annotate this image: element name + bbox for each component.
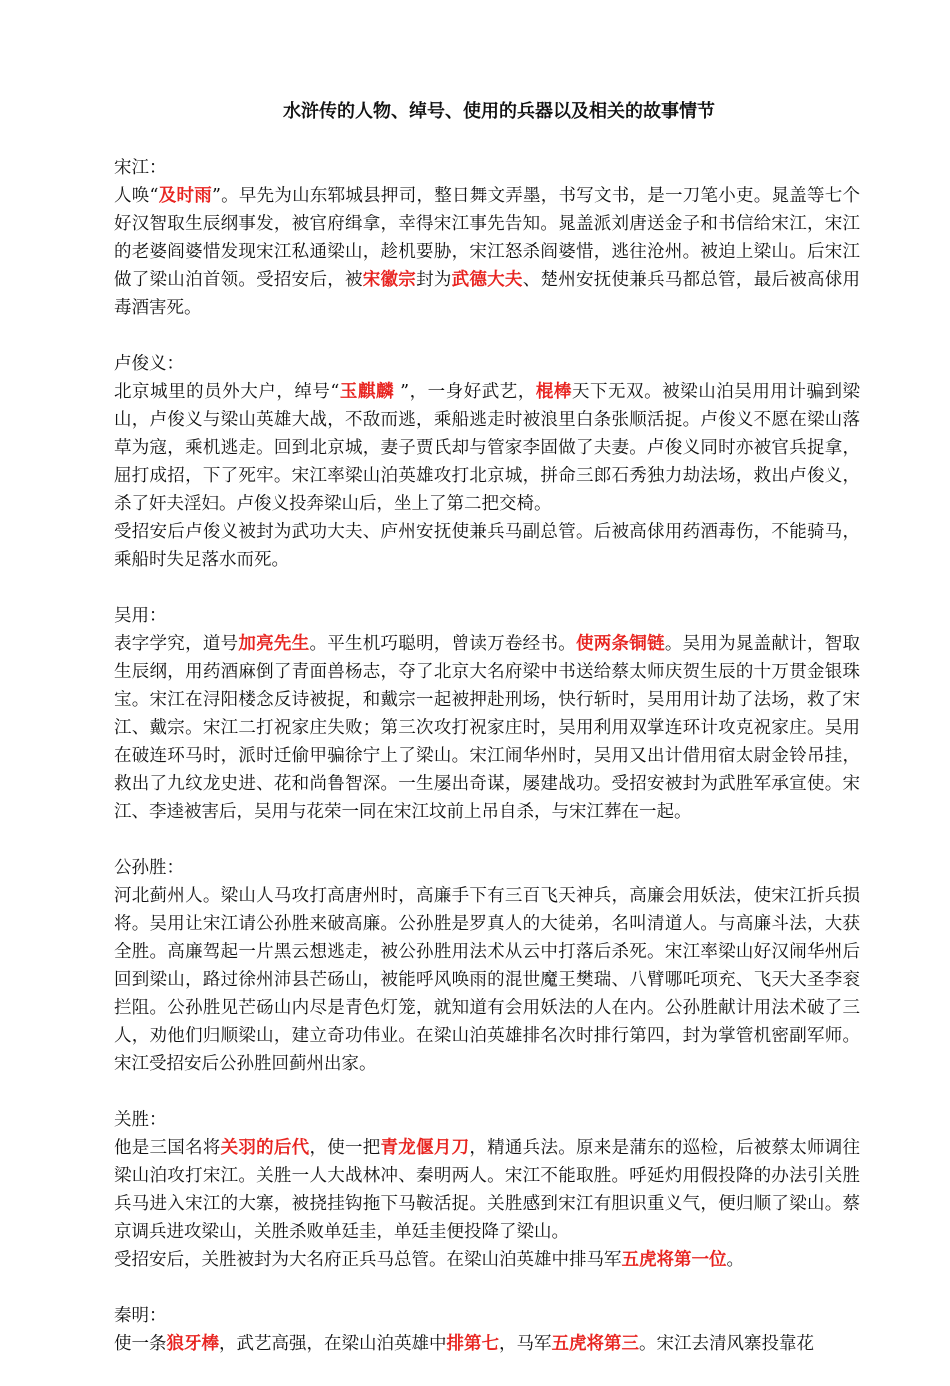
body-text: ”，一身好武艺， (394, 382, 536, 402)
body-text: 、楚州安抚使兼兵马都总管，最后被高俅用毒酒害死。 (114, 270, 861, 318)
character-paragraph (114, 518, 860, 574)
highlight-text: 使两条铜链 (576, 634, 665, 654)
body-text: 河北蓟州人。梁山人马攻打高唐州时，高廉手下有三百飞天神兵，高廉会用妖法，使宋江折兵损将。吴用让宋江请公孙胜来破高廉。公孙胜是罗真人的大徒弟，名叫清道人。与高廉斗法，大获全胜。高廉驾起一片黑云想逃走，被公孙胜用法术从云中打落后杀死。宋江率梁山好汉闹华州后回到梁山，路过徐州沛县芒砀山，被能呼风唤雨的混世魔王樊瑞、八臂哪吒项充、飞天大圣李衮拦阻。公孙胜见芒砀山内尽是青色灯笼，就知道有会用妖法的人在内。公孙胜献计用法术破了三人，劝他们归顺梁山，建立奇功伟业。在梁山泊英雄排名次时排行第四，封为掌管机密副军师。宋江受招安后公孙胜回蓟州出家。 (114, 886, 860, 1074)
character-name: 卢俊义： (114, 354, 184, 374)
character-paragraph (114, 1330, 860, 1358)
character-section (114, 854, 860, 1078)
highlight-text: 加亮先生 (238, 634, 310, 654)
body-text: 。平生机巧聪明，曾读万卷经书。 (309, 634, 576, 654)
character-section (114, 602, 860, 826)
highlight-text: 青龙偃月刀 (380, 1138, 470, 1158)
highlight-text: 狼牙棒 (166, 1334, 219, 1354)
highlight-text: 排第七 (446, 1334, 499, 1354)
character-name: 秦明： (114, 1306, 167, 1326)
highlight-text: 五虎将第三 (551, 1334, 639, 1354)
body-text: 受招安后，关胜被封为大名府正兵马总管。在梁山泊英雄中排马军 (114, 1250, 622, 1270)
document-page (114, 98, 860, 1386)
character-name: 吴用： (114, 606, 167, 626)
character-paragraph (114, 378, 860, 518)
body-text: 。 (726, 1250, 744, 1270)
character-paragraph (114, 1134, 860, 1246)
document-title: 水浒传的人物、绰号、使用的兵器以及相关的故事情节 (283, 101, 715, 122)
character-paragraph (114, 1246, 860, 1274)
highlight-text: 玉麒麟 (339, 382, 395, 402)
character-paragraph (114, 182, 860, 322)
character-section (114, 350, 860, 574)
body-text: ，使一把 (309, 1138, 381, 1158)
body-text: 表字学究，道号 (114, 634, 239, 654)
character-paragraph (114, 630, 860, 826)
character-section (114, 154, 860, 322)
highlight-text: 宋徽宗 (362, 270, 417, 290)
body-text: ，武艺高强，在梁山泊英雄中 (219, 1334, 447, 1354)
body-text: ”。早先为山东郓城县押司，整日舞文弄墨，书写文书，是一刀笔小吏。晁盖等七个好汉智取生辰纲事发，被官府缉拿，幸得宋江事先告知。晁盖派刘唐送金子和书信给宋江，宋江的老婆阎婆惜发现宋江私通梁山，趁机要胁，宋江怒杀阎婆惜，逃往沧州。被迫上梁山。后宋江做了梁山泊首领。受招安后，被 (114, 186, 860, 290)
body-text: 受招安后卢俊义被封为武功大夫、庐州安抚使兼兵马副总管。后被高俅用药酒毒伤，不能骑马，乘船时失足落水而死。 (114, 522, 860, 570)
sections-container (114, 154, 860, 1358)
highlight-text: 关羽的后代 (220, 1138, 310, 1158)
body-text: ，马军 (499, 1334, 552, 1354)
body-text: 封为 (416, 270, 452, 290)
character-paragraph (114, 882, 860, 1078)
body-text: 天下无双。被梁山泊吴用用计骗到梁山，卢俊义与梁山英雄大战，不敌而逃，乘船逃走时被浪里白条张顺活捉。卢俊义不愿在梁山落草为寇，乘机逃走。回到北京城，妻子贾氏却与管家李固做了夫妻。卢俊义同时亦被官兵捉拿，屈打成招，下了死牢。宋江率梁山泊英雄攻打北京城，拼命三郎石秀独力劫法场，救出卢俊义，杀了奸夫淫妇。卢俊义投奔梁山后，坐上了第二把交椅。 (114, 382, 861, 514)
highlight-text: 及时雨 (158, 186, 212, 206)
body-text: 。吴用为晁盖献计，智取生辰纲，用药酒麻倒了青面兽杨志，夺了北京大名府梁中书送给蔡太师庆贺生辰的十万贯金银珠宝。宋江在浔阳楼念反诗被捉，和戴宗一起被押赴刑场，快行斩时，吴用用计劫了法场，救了宋江、戴宗。宋江二打祝家庄失败；第三次攻打祝家庄时，吴用利用双掌连环计攻克祝家庄。吴用在破连环马时，派时迁偷甲骗徐宁上了梁山。宋江闹华州时，吴用又出计借用宿太尉金铃吊挂，救出了九纹龙史进、花和尚鲁智深。一生屡出奇谋，屡建战功。受招安被封为武胜军承宣使。宋江、李逵被害后，吴用与花荣一同在宋江坟前上吊自杀，与宋江葬在一起。 (114, 634, 861, 822)
body-text: 他是三国名将 (114, 1138, 221, 1158)
character-name: 宋江： (114, 158, 167, 178)
character-section (114, 1106, 860, 1274)
body-text: 北京城里的员外大户，绰号“ (114, 382, 340, 402)
body-text: 使一条 (114, 1334, 167, 1354)
highlight-text: 棍棒 (535, 382, 572, 402)
highlight-text: 五虎将第一位 (621, 1250, 727, 1270)
body-text: 人唤“ (114, 186, 159, 206)
character-name: 公孙胜： (114, 858, 184, 878)
body-text: 。宋江去清风寨投靠花 (639, 1334, 814, 1354)
highlight-text: 武德大夫 (451, 270, 523, 290)
body-text: ，精通兵法。原来是蒲东的巡检，后被蔡太师调往梁山泊攻打宋江。关胜一人大战林冲、秦明两人。宋江不能取胜。呼延灼用假投降的办法引关胜兵马进入宋江的大寨，被挠挂钩拖下马鞍活捉。关胜感到宋江有胆识重义气，便归顺了梁山。蔡京调兵进攻梁山，关胜杀败单廷圭，单廷圭便投降了梁山。 (114, 1138, 861, 1242)
character-section (114, 1302, 860, 1358)
character-name: 关胜： (114, 1110, 167, 1130)
